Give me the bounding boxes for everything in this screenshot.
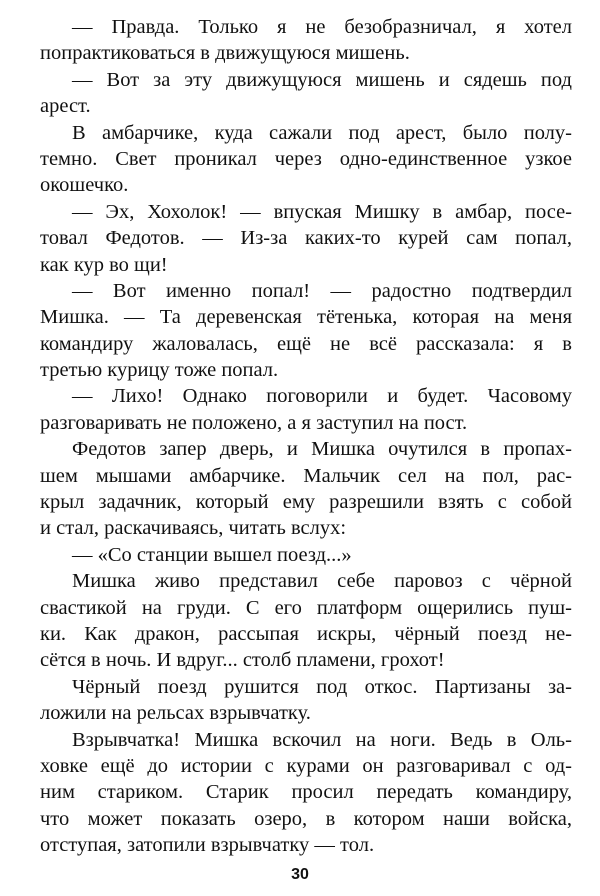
paragraph: [40, 727, 572, 859]
text-line: — Лихо! Однако поговорили и будет. Часовому: [72, 385, 572, 408]
paragraph: [40, 278, 572, 384]
text-line: Мишка. — Та деревенская тётенька, которая на меня: [40, 306, 572, 329]
text-line: ховке ещё до истории с курами он разговаривал с од-: [40, 754, 572, 777]
text-line: ки. Как дракон, рассыпая искры, чёрный поезд не-: [40, 622, 572, 645]
text-line: — Эх, Хохолок! — впуская Мишку в амбар, посе-: [72, 200, 572, 223]
paragraph: [40, 542, 572, 568]
paragraph: [40, 67, 572, 120]
paragraph: [40, 14, 572, 67]
text-line: крыл задачник, который ему разрешили взять с собой: [40, 491, 572, 514]
text-line: В амбарчике, куда сажали под арест, было полу-: [72, 121, 572, 144]
paragraph: [40, 436, 572, 542]
page-text: [40, 14, 572, 859]
paragraph: [40, 674, 572, 727]
paragraph: [40, 199, 572, 278]
text-line: Взрывчатка! Мишка вскочил на ноги. Ведь в Оль-: [72, 728, 572, 751]
page-number: 30: [291, 866, 309, 883]
text-line: Федотов запер дверь, и Мишка очутился в пропах-: [72, 438, 572, 461]
text-line: — Вот именно попал! — радостно подтвердил: [72, 279, 572, 302]
text-line: что может показать озеро, в котором наши войска,: [40, 807, 572, 830]
text-line: окошечко.: [40, 174, 129, 197]
text-line: — Правда. Только я не безобразничал, я хотел: [72, 16, 572, 38]
text-line: разговаривать не положено, а я заступил на пост.: [40, 411, 468, 434]
text-line: темно. Свет проникал через одно-единственное узкое: [40, 147, 572, 170]
paragraph: [40, 120, 572, 199]
text-line: третью курицу тоже попал.: [40, 359, 279, 382]
text-line: — Вот за эту движущуюся мишень и сядешь под: [72, 68, 572, 91]
text-line: товал Федотов. — Из-за каких-то курей сам попал,: [40, 227, 572, 250]
text-line: попрактиковаться в движущуюся мишень.: [40, 42, 410, 65]
text-line: отступая, затопили взрывчатку — тол.: [40, 834, 375, 857]
text-line: шем мышами амбарчике. Мальчик сел на пол, рас-: [40, 464, 572, 487]
paragraph: [40, 568, 572, 674]
text-line: Мишка живо представил себе паровоз с чёрной: [72, 570, 572, 593]
text-line: свастикой на груди. С его платформ ощерились пуш-: [40, 596, 572, 619]
text-line: ним стариком. Старик просил передать командиру,: [40, 781, 572, 804]
text-line: и стал, раскачиваясь, читать вслух:: [40, 517, 347, 540]
text-line: арест.: [40, 95, 91, 118]
text-line: Чёрный поезд рушится под откос. Партизаны за-: [72, 675, 572, 698]
paragraph: [40, 383, 572, 436]
text-line: командиру жаловалась, ещё не всё рассказала: я в: [40, 332, 572, 355]
text-line: как кур во щи!: [40, 253, 168, 276]
text-line: ложили на рельсах взрывчатку.: [40, 702, 311, 725]
text-line: — «Со станции вышел поезд...»: [72, 543, 352, 566]
text-line: сётся в ночь. И вдруг... столб пламени, грохот!: [40, 649, 445, 672]
